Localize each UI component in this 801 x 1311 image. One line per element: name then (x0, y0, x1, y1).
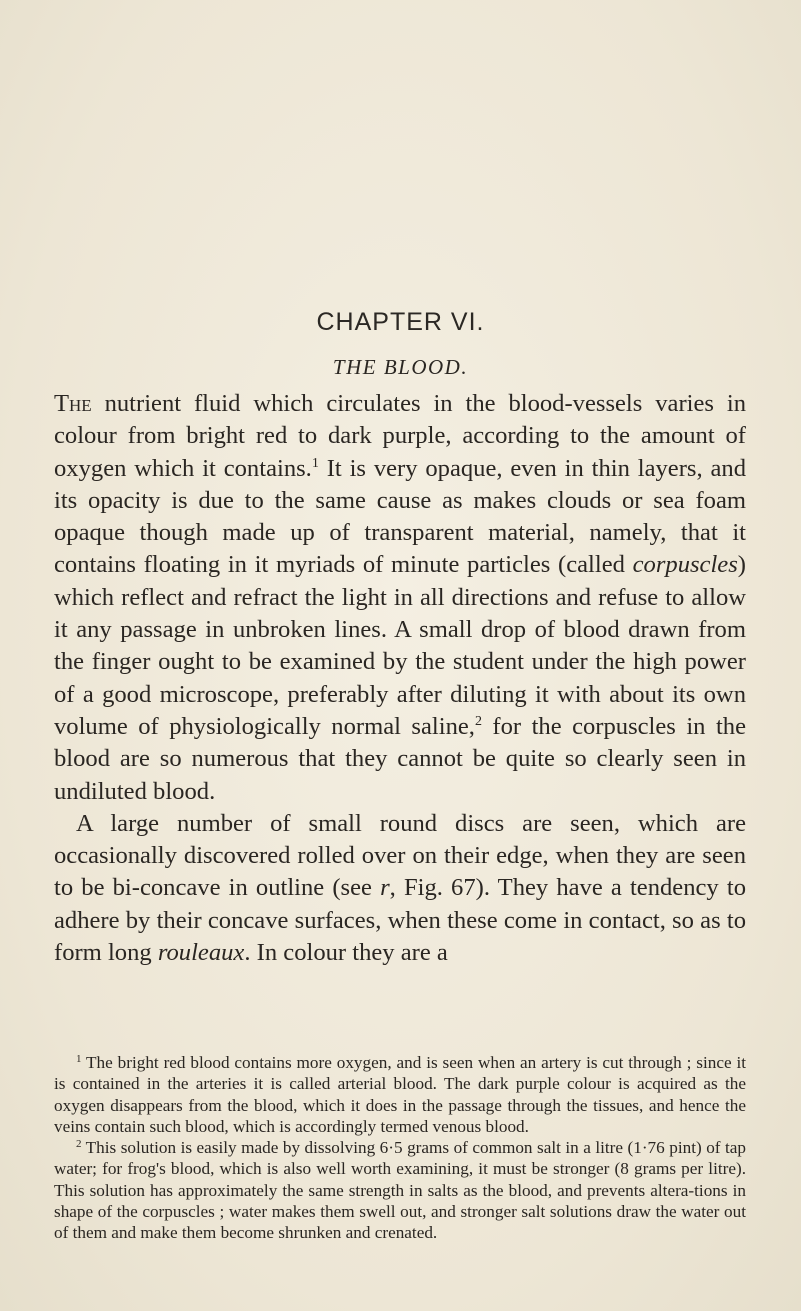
footnote-1-text: The bright red blood contains more oxygen, and is seen when an artery is cut through ; since it is contained in the arteries it is called arterial blood. The dark purple colour is acquired as the oxygen disappears from the blood, which it does in the passage through the tissues, and hence the veins contain such blood, which is accordingly termed venous blood. (54, 1053, 746, 1136)
paragraph-2-part-2: , Fig. 67). They have a tendency to adhere by their concave surfaces, when these come in contact, so as to form long (54, 874, 746, 967)
paragraph-2 (54, 808, 746, 969)
footnote-2-text: This solution is easily made by dissolving 6·5 grams of common salt in a litre (1·76 pint) of tap water; for frog's blood, which is also well worth examining, it must be stronger (8 grams per litre). This solution has approximately the same strength in salts as the blood, and prevents altera-tions in shape of the corpuscles ; water makes them swell out, and stronger salt solutions draw the water out of them and make them become shrunken and crenated. (54, 1138, 746, 1243)
term-corpuscles: corpuscles (632, 551, 738, 579)
chapter-heading: CHAPTER VI. (316, 308, 485, 336)
section-title: THE BLOOD. (332, 355, 469, 379)
paragraph-1-part-2: It is very opaque, even in thin layers, and its opacity is due to the same cause as makes clouds or sea foam opaque though made up of transparent material, namely, that it contains floating in it myriads of minute particles (called (54, 454, 746, 579)
footnote-2 (54, 1137, 746, 1243)
paragraph-1-part-4: for the corpuscles in the blood are so numerous that they cannot be quite so clearly seen in undiluted blood. (54, 712, 746, 805)
footnote-2-mark: 2 (76, 1138, 82, 1151)
term-rouleaux: rouleaux (157, 939, 245, 967)
figure-label-r: r (380, 874, 390, 902)
paragraph-1 (54, 388, 746, 808)
footnote-ref-2: 2 (474, 713, 482, 729)
paragraph-1-part-1: nutrient fluid which circulates in the blood-vessels varies in colour from bright red to dark purple, according to the amount of oxygen which it contains. (54, 390, 746, 482)
paragraph-1-part-3: ) which reflect and refract the light in all directions and refuse to allow it any passage in unbroken lines. A small drop of blood drawn from the finger ought to be examined by the student under the high power of a good microscope, preferably after diluting it with about its own volume of physiologically normal saline, (54, 551, 746, 740)
footnote-ref-1: 1 (311, 455, 319, 471)
main-text (54, 388, 746, 969)
footnotes (54, 1052, 746, 1244)
paragraph-2-part-1: A large number of small round discs are seen, which are occasionally discovered rolled over on their edge, when they are seen to be bi-concave in outline (see (54, 809, 746, 902)
paragraph-1-first-word: The (54, 390, 92, 417)
footnote-1 (54, 1052, 746, 1137)
paragraph-2-part-3: . In colour they are a (244, 939, 448, 967)
footnote-1-mark: 1 (76, 1053, 82, 1065)
